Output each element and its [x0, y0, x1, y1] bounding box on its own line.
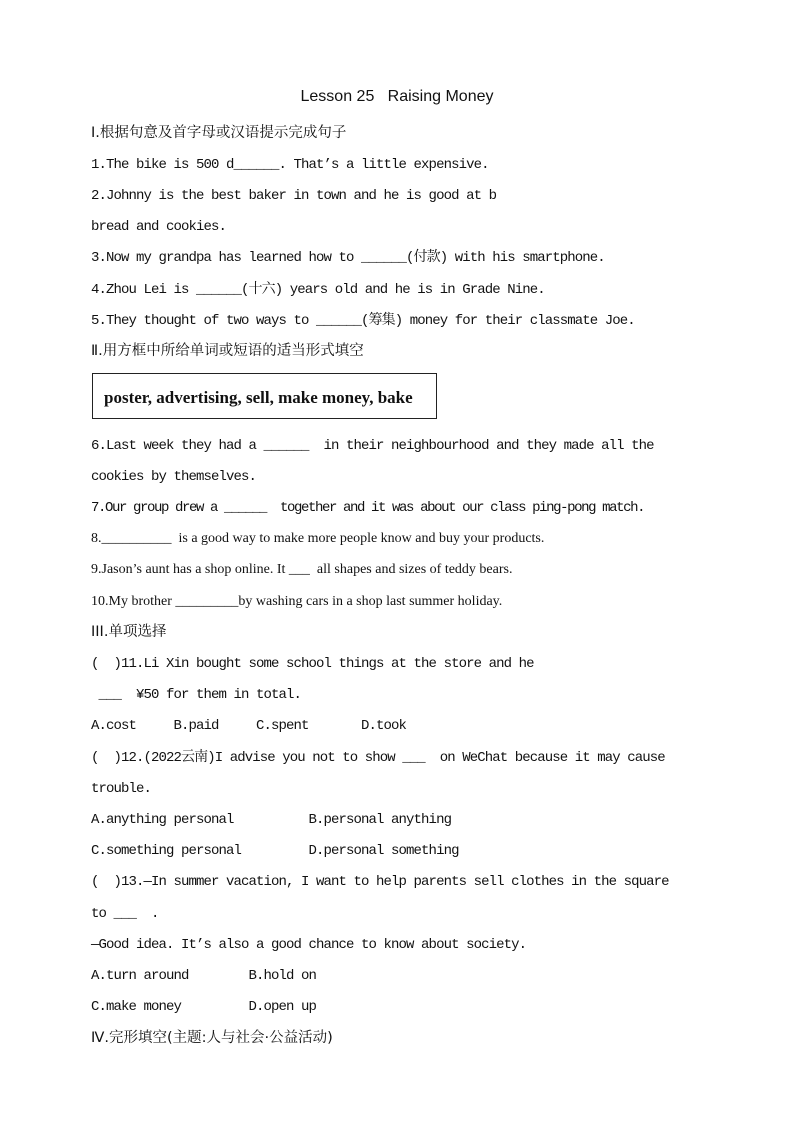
- question-11-continued: ___ ¥50 for them in total.: [91, 687, 302, 703]
- question-11-options: A.cost B.paid C.spent D.took: [91, 718, 407, 734]
- section-4-heading: Ⅳ.完形填空(主题:人与社会·公益活动): [91, 1030, 333, 1046]
- question-9: 9.Jason’s aunt has a shop online. It ___ all shapes and sizes of teddy bears.: [91, 562, 513, 577]
- question-13-continued: to ___ .: [91, 906, 159, 922]
- question-12-options-cd: C.something personal D.personal something: [91, 843, 459, 859]
- question-13-options-cd: C.make money D.open up: [91, 999, 317, 1015]
- question-5: 5.They thought of two ways to ______(筹集) money for their classmate Joe.: [91, 313, 635, 329]
- section-2-heading: Ⅱ.用方框中所给单词或短语的适当形式填空: [91, 343, 364, 359]
- question-3: 3.Now my grandpa has learned how to ______(付款) with his smartphone.: [91, 250, 605, 266]
- question-8: 8.__________ is a good way to make more people know and buy your products.: [91, 531, 545, 546]
- question-2-continued: bread and cookies.: [91, 219, 227, 235]
- question-12-continued: trouble.: [91, 781, 152, 797]
- question-10: 10.My brother _________by washing cars in a shop last summer holiday.: [91, 594, 503, 609]
- question-11: ( )11.Li Xin bought some school things at the store and he: [91, 656, 534, 672]
- question-6: 6.Last week they had a ______ in their neighbourhood and they made all the: [91, 438, 654, 454]
- section-3-heading: III.单项选择: [91, 624, 167, 640]
- page-title: Lesson 25 Raising Money: [300, 88, 494, 105]
- word-box: [92, 373, 437, 419]
- question-13-options-ab: A.turn around B.hold on: [91, 968, 317, 984]
- question-12: ( )12.(2022云南)I advise you not to show ___ on WeChat because it may cause: [91, 750, 665, 766]
- question-13-reply: —Good idea. It’s also a good chance to know about society.: [91, 937, 527, 953]
- question-13: ( )13.—In summer vacation, I want to help parents sell clothes in the square: [91, 874, 669, 890]
- question-6-continued: cookies by themselves.: [91, 469, 257, 485]
- question-7: 7.Our group drew a ______ together and it was about our class ping-pong match.: [91, 500, 645, 516]
- section-1-heading: Ⅰ.根据句意及首字母或汉语提示完成句子: [91, 125, 347, 141]
- word-box-text: poster, advertising, sell, make money, bake: [104, 388, 413, 407]
- question-1: 1.The bike is 500 d______. That’s a little expensive.: [91, 157, 489, 173]
- question-12-options-ab: A.anything personal B.personal anything: [91, 812, 452, 828]
- question-2: 2.Johnny is the best baker in town and he is good at b: [91, 188, 497, 204]
- question-4: 4.Zhou Lei is ______(十六) years old and he is in Grade Nine.: [91, 282, 545, 298]
